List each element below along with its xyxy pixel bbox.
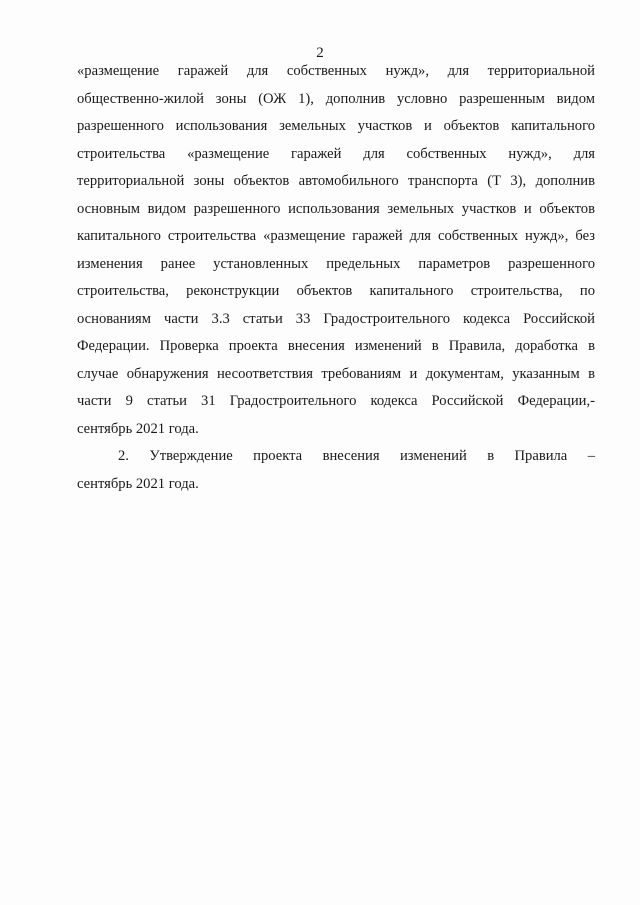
document-body xyxy=(77,58,595,498)
text-line: территориальной зоны объектов автомобильного транспорта (Т 3), дополнив xyxy=(77,173,595,189)
text-line: строительства «размещение гаражей для собственных нужд», для xyxy=(77,145,595,162)
list-item-2-second-line: сентябрь 2021 года. xyxy=(77,475,199,492)
list-item-2 xyxy=(77,443,595,498)
list-item-2-first-line xyxy=(77,443,595,471)
text-line: изменения ранее установленных предельных параметров разрешенного xyxy=(77,255,595,272)
text-line: случае обнаружения несоответствия требованиям и документам, указанным в xyxy=(77,365,595,382)
text-line: строительства, реконструкции объектов капитального строительства, по xyxy=(77,283,595,299)
text-line: основным видом разрешенного использования земельных участков и объектов xyxy=(77,200,595,217)
text-line: разрешенного использования земельных участков и объектов капитального xyxy=(77,118,595,134)
text-line: основаниям части 3.3 статьи 33 Градостроительного кодекса Российской xyxy=(77,310,595,327)
text-line: сентябрь 2021 года. xyxy=(77,420,199,437)
list-item-text: Утверждение проекта внесения изменений в Правила – xyxy=(149,448,595,464)
list-item-number: 2. xyxy=(118,448,129,464)
text-line: Федерации. Проверка проекта внесения изменений в Правила, доработка в xyxy=(77,338,595,354)
text-line: части 9 статьи 31 Градостроительного кодекса Российской Федерации,- xyxy=(77,393,595,409)
paragraph-continuation xyxy=(77,58,595,443)
text-line: «размещение гаражей для собственных нужд», для территориальной xyxy=(77,63,595,79)
text-line: капитального строительства «размещение гаражей для собственных нужд», без xyxy=(77,228,595,244)
text-line: общественно-жилой зоны (ОЖ 1), дополнив условно разрешенным видом xyxy=(77,90,595,107)
page-number: 2 xyxy=(316,45,324,61)
